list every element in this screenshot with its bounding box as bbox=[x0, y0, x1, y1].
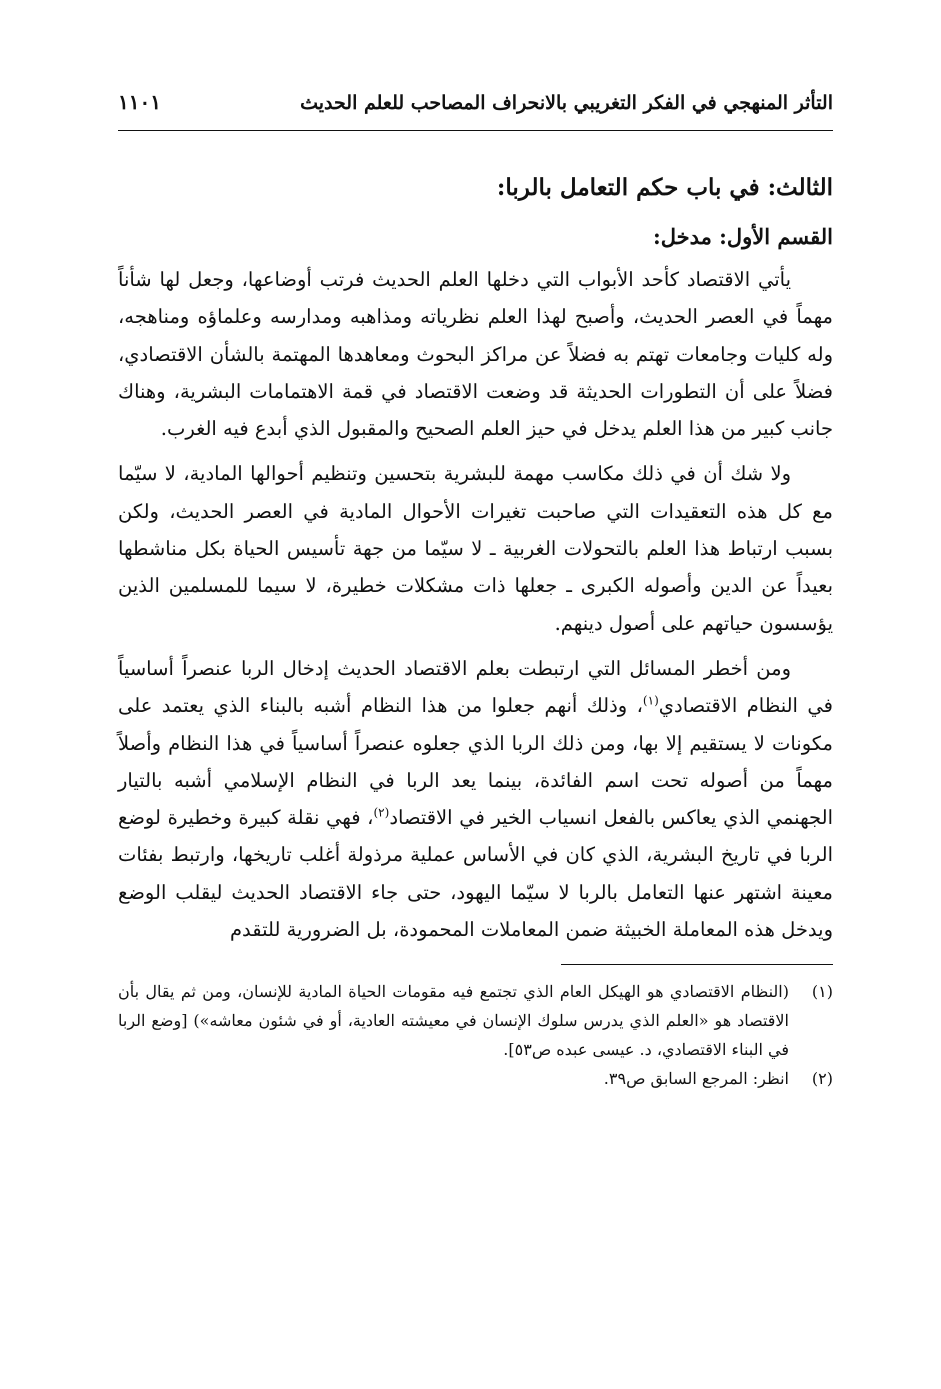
paragraph-2: ولا شك أن في ذلك مكاسب مهمة للبشرية بتحسين وتنظيم أحوالها المادية، لا سيّما مع كل هذه التعقيدات التي صاحبت تغيرات الأحوال المادية في العصر الحديث، ولكن بسبب ارتباط هذا العلم بالتحولات الغربية ـ لا سيّما من جهة تأسيس الحياة بكل مناشطها بعيداً عن الدين وأصوله الكبرى ـ جعلها ذات مشكلات خطيرة، لا سيما للمسلمين الذين يؤسسون حياتهم على أصول دينهم. bbox=[118, 462, 833, 635]
footnote-ref-2[interactable]: (٢) bbox=[373, 805, 390, 820]
paragraph-3-part-2: ، وذلك أنهم جعلوا من هذا النظام أشبه بالبناء الذي يعتمد على مكونات لا يستقيم إلا بها، ومن ذلك الربا الذي جعلوه عنصراً أساسياً في هذا النظام وأصلاً مهماً من أصوله تحت اسم الفائدة، بينما يعد الربا في النظام الإسلامي أشبه بالتيار الجهنمي الذي يعاكس بالفعل انسياب الخير في الاقتصاد bbox=[118, 694, 834, 830]
paragraph-3-part-3: ، فهي نقلة كبيرة وخطيرة لوضع الربا في تاريخ البشرية، الذي كان في الأساس عملية مرذولة أغلب تاريخها، وارتبط بفئات معينة اشتهر عنها التعامل بالربا لا سيّما اليهود، حتى جاء الاقتصاد الحديث ليقلب الوضع ويدخل هذه المعاملة الخبيثة ضمن المعاملات المحمودة، بل الضرورية للتقدم bbox=[118, 806, 833, 942]
section-heading: الثالث: في باب حكم التعامل بالربا: bbox=[496, 174, 833, 201]
footnote-2 bbox=[118, 1064, 833, 1093]
paragraph-3 bbox=[118, 650, 833, 948]
footnote-ref-1[interactable]: (١) bbox=[642, 693, 659, 708]
book-page bbox=[118, 90, 833, 1093]
footnote-1 bbox=[118, 977, 833, 1064]
page-number: ١١٠١ bbox=[118, 90, 161, 114]
paragraph-3-part-1: ومن أخطر المسائل التي ارتبطت بعلم الاقتصاد الحديث إدخال الربا عنصراً أساسياً في النظام الاقتصادي bbox=[118, 656, 833, 718]
paragraph-1: يأتي الاقتصاد كأحد الأبواب التي دخلها العلم الحديث فرتب أوضاعها، وجعل لها شأناً مهماً في العصر الحديث، وأصبح لهذا العلم نظرياته ومذاهبه ومدارسه وعلماؤه ومناهجه، وله كليات وجامعات تهتم به فضلاً عن مراكز البحوث ومعاهدها المهتمة بالشأن الاقتصادي، فضلاً على أن التطورات الحديثة قد وضعت الاقتصاد في قمة الاهتمامات البشرية، وهناك جانب كبير من هذا العلم يدخل في حيز العلم الصحيح والمقبول الذي أبدع فيه الغرب. bbox=[118, 268, 833, 441]
footnote-text: انظر: المرجع السابق ص٣٩. bbox=[603, 1069, 789, 1089]
footnote-number: (١) bbox=[811, 982, 833, 1002]
footnote-separator bbox=[561, 964, 833, 965]
running-header bbox=[118, 90, 833, 131]
footnote-text: (النظام الاقتصادي هو الهيكل العام الذي تجتمع فيه مقومات الحياة المادية للإنسان، ومن ثم يقال بأن الاقتصاد هو «العلم الذي يدرس سلوك الإنسان في معيشته العادية، أو في شئون معاشه») [وضع الربا في البناء الاقتصادي، د. عيسى عبده ص٥٣]. bbox=[118, 982, 789, 1060]
running-title: التأثر المنهجي في الفكر التغريبي بالانحراف المصاحب للعلم الحديث bbox=[300, 92, 833, 114]
footnotes bbox=[118, 977, 833, 1093]
section-subheading: القسم الأول: مدخل: bbox=[652, 224, 833, 249]
footnote-number: (٢) bbox=[811, 1069, 833, 1089]
